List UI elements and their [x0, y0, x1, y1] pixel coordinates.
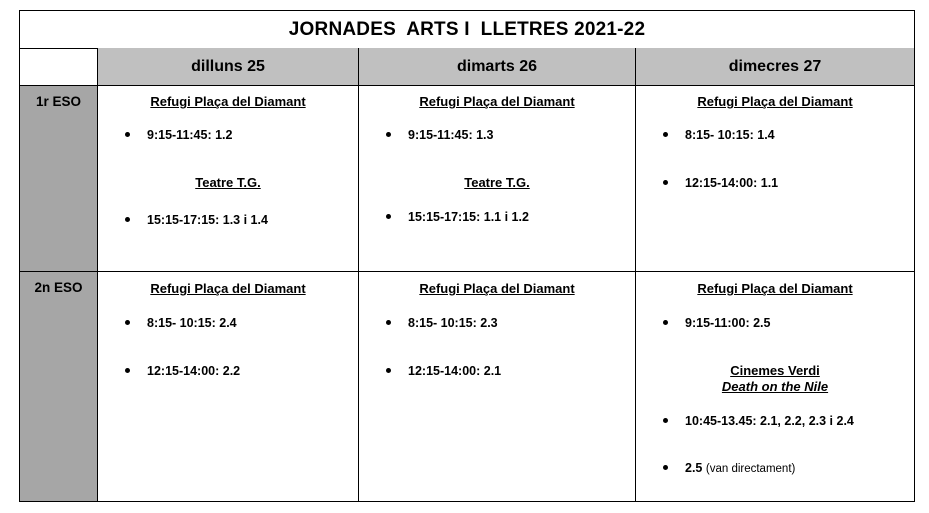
schedule-table — [19, 10, 915, 502]
bullet-icon — [386, 132, 391, 137]
list-item: 12:15-14:00: 1.1 — [685, 175, 778, 191]
venue-label — [636, 363, 914, 395]
venue-label: Refugi Plaça del Diamant — [697, 94, 853, 109]
list-item: 9:15-11:45: 1.3 — [408, 127, 493, 143]
list-item: 12:15-14:00: 2.1 — [408, 363, 501, 379]
film-title: Death on the Nile — [721, 379, 829, 394]
venue-label: Refugi Plaça del Diamant — [150, 281, 306, 296]
bullet-icon — [125, 217, 130, 222]
header-day-wednesday: dimecres 27 — [636, 48, 914, 86]
cell-2n-eso-wednesday — [636, 272, 914, 501]
bullet-icon — [663, 320, 668, 325]
bullet-icon — [663, 132, 668, 137]
header-corner-cell — [20, 48, 98, 86]
venue-label: Teatre T.G. — [195, 175, 261, 190]
bullet-icon — [125, 132, 130, 137]
bullet-icon — [663, 180, 668, 185]
list-item: 8:15- 10:15: 1.4 — [685, 127, 775, 143]
venue-label: Refugi Plaça del Diamant — [697, 281, 853, 296]
bullet-icon — [663, 418, 668, 423]
row-label-2n-eso: 2n ESO — [20, 272, 98, 501]
bullet-icon — [386, 320, 391, 325]
list-item: 8:15- 10:15: 2.4 — [147, 315, 237, 331]
list-item: 12:15-14:00: 2.2 — [147, 363, 240, 379]
cell-1r-eso-monday — [98, 86, 359, 272]
venue-label: Teatre T.G. — [464, 175, 530, 190]
bullet-icon — [125, 320, 130, 325]
cell-2n-eso-tuesday — [359, 272, 636, 501]
bullet-icon — [386, 368, 391, 373]
header-day-monday: dilluns 25 — [98, 48, 359, 86]
bullet-icon — [386, 214, 391, 219]
bullet-icon — [125, 368, 130, 373]
bullet-icon — [663, 465, 668, 470]
cell-2n-eso-monday — [98, 272, 359, 501]
row-label-1r-eso: 1r ESO — [20, 86, 98, 272]
item-note: (van directament) — [705, 463, 796, 475]
list-item: 9:15-11:00: 2.5 — [685, 315, 770, 331]
cell-1r-eso-tuesday — [359, 86, 636, 272]
list-item: 9:15-11:45: 1.2 — [147, 127, 232, 143]
table-title: JORNADES ARTS I LLETRES 2021-22 — [20, 11, 914, 49]
list-item: 8:15- 10:15: 2.3 — [408, 315, 498, 331]
list-item: 15:15-17:15: 1.1 i 1.2 — [408, 209, 529, 225]
venue-name: Cinemes Verdi — [730, 363, 820, 378]
venue-label: Refugi Plaça del Diamant — [419, 94, 575, 109]
venue-label: Refugi Plaça del Diamant — [150, 94, 306, 109]
list-item: 2.5 (van directament) — [685, 460, 795, 477]
cell-1r-eso-wednesday — [636, 86, 914, 272]
list-item: 15:15-17:15: 1.3 i 1.4 — [147, 212, 268, 228]
venue-label: Refugi Plaça del Diamant — [419, 281, 575, 296]
header-day-tuesday: dimarts 26 — [359, 48, 636, 86]
list-item: 10:45-13.45: 2.1, 2.2, 2.3 i 2.4 — [685, 413, 854, 429]
